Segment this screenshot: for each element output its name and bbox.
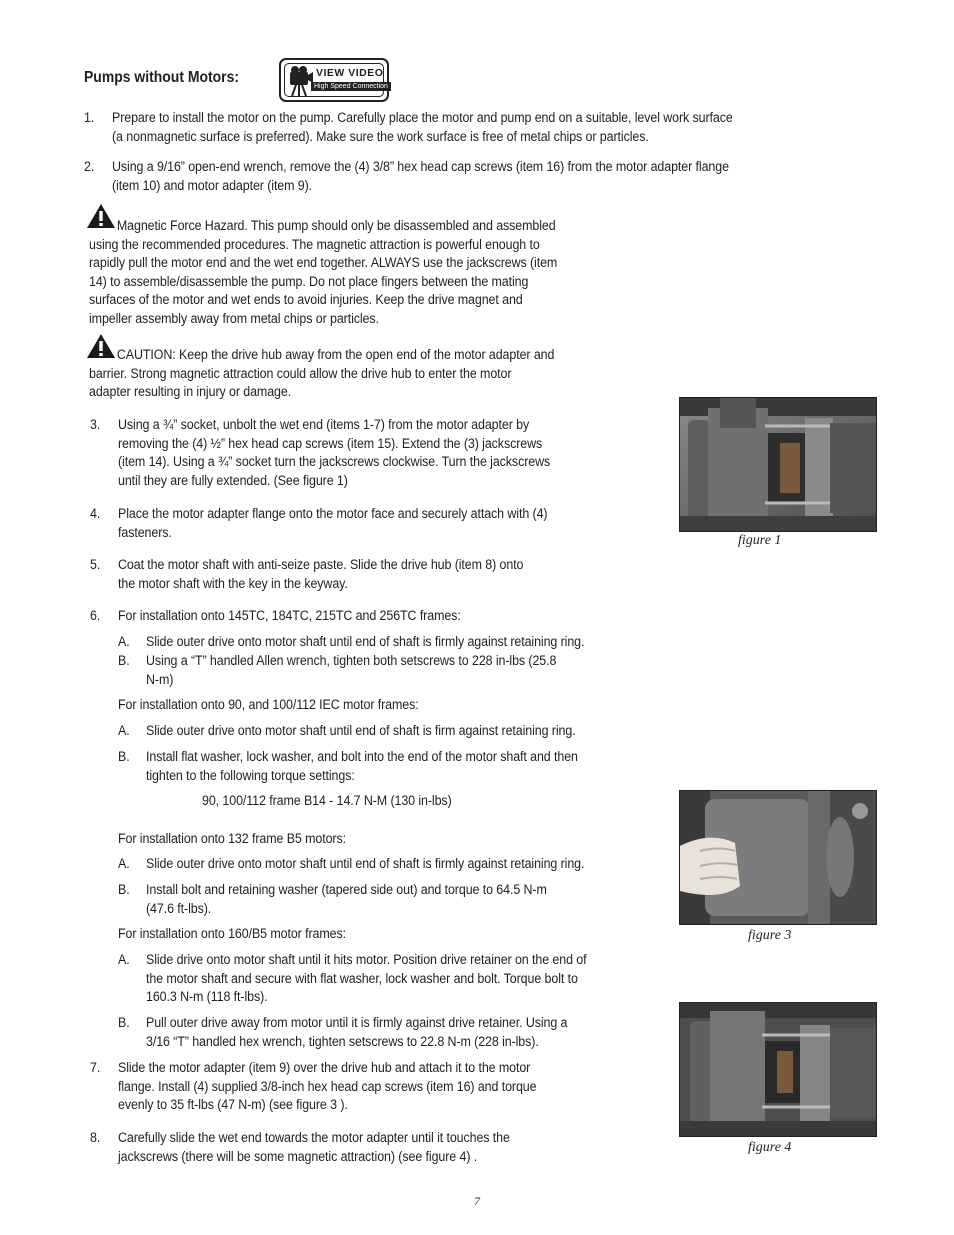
step-6-intro-160: For installation onto 160/B5 motor frames: bbox=[118, 926, 346, 941]
substep-text: Install bolt and retaining washer (tapered side out) and torque to 64.5 N-m (47.6 ft-lbs). bbox=[146, 882, 547, 916]
substep-text: Slide outer drive onto motor shaft until end of shaft is firmly against retaining ring. bbox=[146, 634, 585, 649]
substep-text: Slide outer drive onto motor shaft until end of shaft is firm against retaining ring. bbox=[146, 723, 576, 738]
substep-text: Slide drive onto motor shaft until it hits motor. Position drive retainer on the end of the motor shaft and secure with flat washer, lock washer and bolt. Torque bolt to 160.3 N-m (118 ft-lbs). bbox=[146, 952, 587, 1005]
step-6-intro-132: For installation onto 132 frame B5 motors: bbox=[118, 831, 346, 846]
view-video-label: VIEW VIDEO bbox=[316, 67, 384, 79]
figure-1-caption: figure 1 bbox=[738, 533, 782, 548]
step-number: 8. bbox=[90, 1130, 101, 1145]
figure-4-caption: figure 4 bbox=[748, 1140, 792, 1155]
magnetic-hazard-warning: Magnetic Force Hazard. This pump should only be disassembled and assembled using the recommended procedures. The magnetic attraction is powerful enough to rapidly pull the motor end and the wet end together. ALWAYS use the jackscrews (item 14) to assemble/disassemble the pump. Do not place fingers between the mating surfaces of the motor and wet ends to avoid injuries. Keep the drive magnet and impeller assembly away from metal chips or particles. bbox=[89, 218, 558, 326]
substep-letter: A. bbox=[118, 634, 130, 649]
caution-warning: CAUTION: Keep the drive hub away from the open end of the motor adapter and barrier. Strong magnetic attraction could allow the drive hub to enter the motor adapter resulting in injury or damage. bbox=[89, 347, 555, 400]
step-6-intro: For installation onto 145TC, 184TC, 215TC and 256TC frames: bbox=[118, 608, 461, 623]
step-7-text: Slide the motor adapter (item 9) over the drive hub and attach it to the motor flange. Install (4) supplied 3/8-inch hex head cap screws (item 16) and torque evenly to 35 ft-lbs (47 N-m) (see figure 3 ). bbox=[118, 1060, 537, 1113]
substep-text: Using a “T” handled Allen wrench, tighten both setscrews to 228 in-lbs (25.8 N-m) bbox=[146, 653, 557, 687]
step-5-text: Coat the motor shaft with anti-seize paste. Slide the drive hub (item 8) onto the motor shaft with the key in the keyway. bbox=[118, 557, 524, 591]
figure-4-photo bbox=[679, 1002, 877, 1137]
step-1-text: Prepare to install the motor on the pump. Carefully place the motor and pump end on a suitable, level work surface (a nonmagnetic surface is preferred). Make sure the work surface is free of metal chips or particles. bbox=[112, 110, 733, 144]
substep-letter: A. bbox=[118, 856, 130, 871]
substep-text: Slide outer drive onto motor shaft until end of shaft is firmly against retaining ring. bbox=[146, 856, 585, 871]
step-8-text: Carefully slide the wet end towards the motor adapter until it touches the jackscrews (there will be some magnetic attraction) (see figure 4) . bbox=[118, 1130, 510, 1164]
substep-letter: B. bbox=[118, 1015, 130, 1030]
step-number: 2. bbox=[84, 159, 95, 174]
step-4-text: Place the motor adapter flange onto the motor face and securely attach with (4) fasteners. bbox=[118, 506, 548, 540]
step-number: 5. bbox=[90, 557, 101, 572]
section-heading: Pumps without Motors: bbox=[84, 69, 239, 86]
substep-letter: B. bbox=[118, 749, 130, 764]
step-6-intro-iec: For installation onto 90, and 100/112 IEC motor frames: bbox=[118, 697, 419, 712]
step-number: 6. bbox=[90, 608, 101, 623]
figure-1-photo bbox=[679, 397, 877, 532]
substep-letter: B. bbox=[118, 653, 130, 668]
step-2-text: Using a 9/16” open-end wrench, remove the (4) 3/8” hex head cap screws (item 16) from the motor adapter flange (item 10) and motor adapter (item 9). bbox=[112, 159, 729, 193]
substep-letter: A. bbox=[118, 723, 130, 738]
step-number: 7. bbox=[90, 1060, 101, 1075]
substep-text: Install flat washer, lock washer, and bolt into the end of the motor shaft and then tighten to the following torque settings: bbox=[146, 749, 578, 783]
page-number: 7 bbox=[474, 1194, 480, 1208]
figure-3-caption: figure 3 bbox=[748, 928, 792, 943]
camera-icon bbox=[286, 65, 314, 97]
step-number: 1. bbox=[84, 110, 95, 125]
view-video-button[interactable] bbox=[279, 58, 389, 102]
substep-text: Pull outer drive away from motor until it is firmly against drive retainer. Using a 3/16 “T” handled hex wrench, tighten setscrews to 22.8 N-m (228 in-lbs). bbox=[146, 1015, 568, 1049]
step-number: 3. bbox=[90, 417, 101, 432]
substep-letter: B. bbox=[118, 882, 130, 897]
video-subtitle: High Speed Connection bbox=[311, 82, 391, 91]
step-number: 4. bbox=[90, 506, 101, 521]
torque-setting: 90, 100/112 frame B14 - 14.7 N-M (130 in-lbs) bbox=[202, 793, 452, 808]
step-3-text: Using a ¾” socket, unbolt the wet end (items 1-7) from the motor adapter by removing the (4) ½” hex head cap screws (item 15). Extend the (3) jackscrews (item 14). Using a ¾” socket turn the jackscrews clockwise. Turn the jackscrews until they are fully extended. (See figure 1) bbox=[118, 417, 551, 488]
substep-letter: A. bbox=[118, 952, 130, 967]
figure-3-photo bbox=[679, 790, 877, 925]
